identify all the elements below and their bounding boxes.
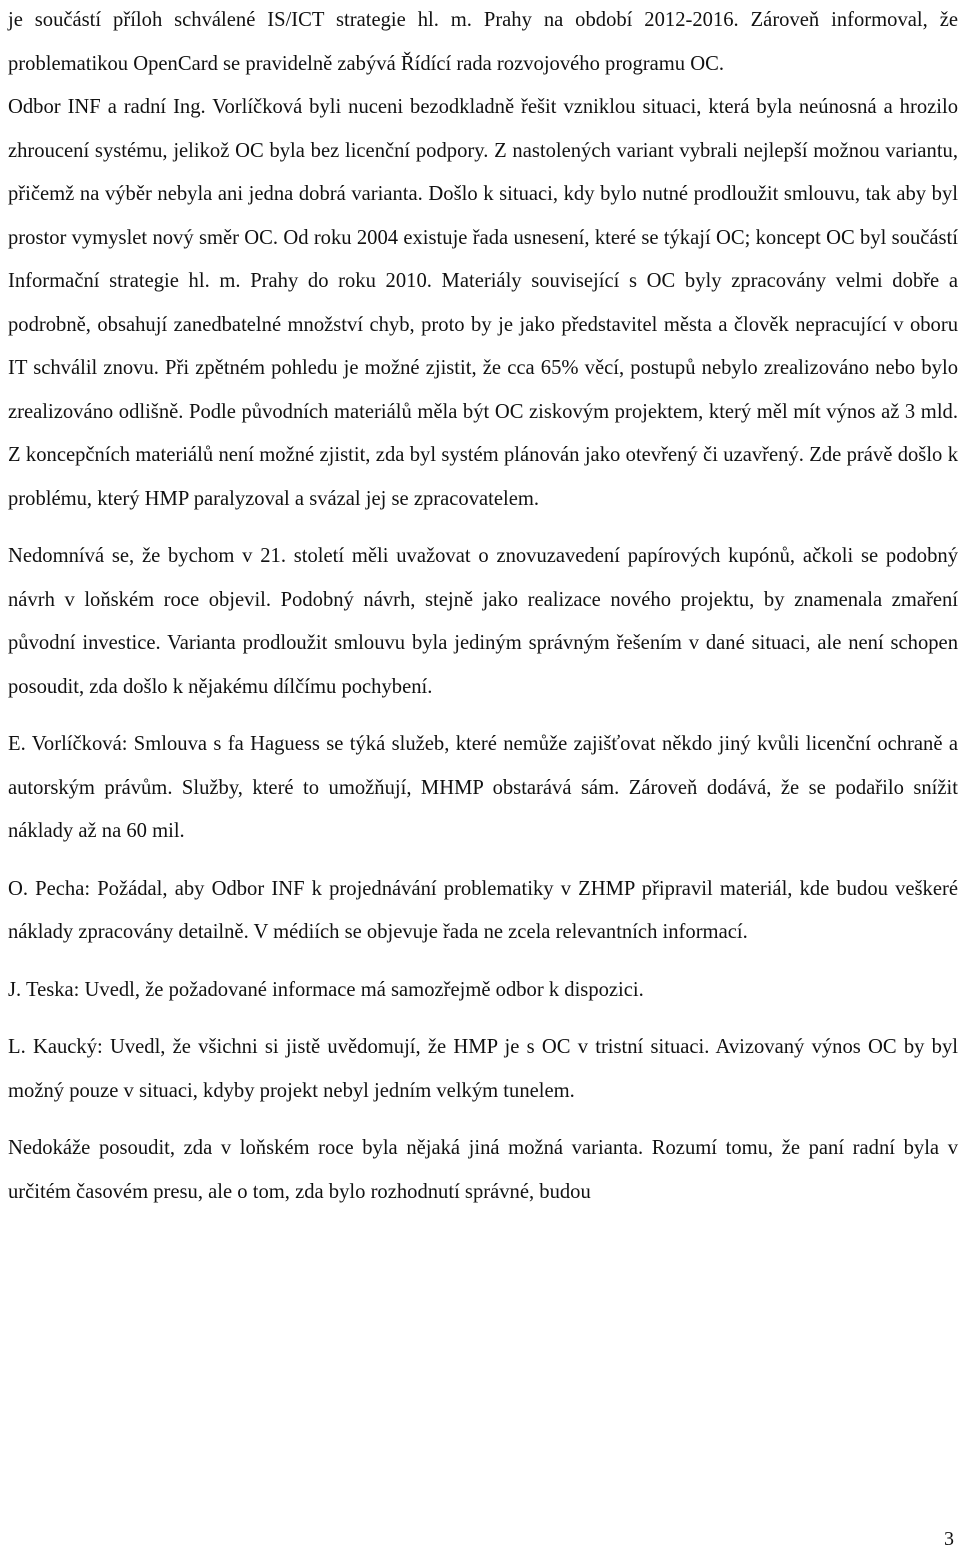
paragraph-gap (8, 1012, 958, 1026)
paragraph-gap (8, 955, 958, 969)
paragraph-6: J. Teska: Uvedl, že požadované informace má samozřejmě odbor k dispozici. (8, 978, 644, 1001)
paragraph-gap (8, 521, 958, 535)
document-page (8, 0, 958, 1214)
paragraph-1: je součástí příloh schválené IS/ICT strategie hl. m. Prahy na období 2012-2016. Zároveň informoval, že problematikou OpenCard se pravidelně zabývá Řídící rada rozvojového programu OC. (8, 9, 958, 75)
paragraph-gap (8, 709, 958, 723)
paragraph-3: Nedomnívá se, že bychom v 21. století měli uvažovat o znovuzavedení papírových kupónů, ačkoli se podobný návrh v loňském roce objevil. Podobný návrh, stejně jako realizace nového projektu, by znamenala zmaření původní investice. Varianta prodloužit smlouvu byla jediným správným řešením v dané situaci, ale není schopen posoudit, zda došlo k nějakému dílčímu pochybení. (8, 545, 958, 698)
paragraph-8: Nedokáže posoudit, zda v loňském roce byla nějaká jiná možná varianta. Rozumí tomu, že paní radní byla v určitém časovém presu, ale o tom, zda bylo rozhodnutí správné, budou (8, 1137, 958, 1203)
paragraph-gap (8, 1113, 958, 1127)
paragraph-gap (8, 854, 958, 868)
page-number: 3 (944, 1528, 954, 1550)
paragraph-5: O. Pecha: Požádal, aby Odbor INF k projednávání problematiky v ZHMP připravil materiál, kde budou veškeré náklady zpracovány detailně. V médiích se objevuje řada ne zcela relevantních informací. (8, 877, 958, 943)
paragraph-2: Odbor INF a radní Ing. Vorlíčková byli nuceni bezodkladně řešit vzniklou situaci, která byla neúnosná a hrozilo zhroucení systému, jelikož OC byla bez licenční podpory. Z nastolených variant vybrali nejlepší možnou variantu, přičemž na výběr nebyla ani jedna dobrá varianta. Došlo k situaci, kdy bylo nutné prodloužit smlouvu, tak aby byl prostor vymyslet nový směr OC. Od roku 2004 existuje řada usnesení, které se týkají OC; koncept OC byl součástí Informační strategie hl. m. Prahy do roku 2010. Materiály související s OC byly zpracovány velmi dobře a podrobně, obsahují zanedbatelné množství chyb, proto by je jako představitel města a člověk nepracující v oboru IT schválil znovu. Při zpětném pohledu je možné zjistit, že cca 65% věcí, postupů nebylo zrealizováno nebo bylo zrealizováno odlišně. Podle původních materiálů měla být OC ziskovým projektem, který měl mít výnos až 3 mld. Z koncepčních materiálů není možné zjistit, zda byl systém plánován jako otevřený či uzavřený. Zde právě došlo k problému, který HMP paralyzoval a svázal jej se zpracovatelem. (8, 96, 958, 510)
paragraph-4: E. Vorlíčková: Smlouva s fa Haguess se týká služeb, které nemůže zajišťovat někdo jiný kvůli licenční ochraně a autorským právům. Služby, které to umožňují, MHMP obstarává sám. Zároveň dodává, že se podařilo snížit náklady až na 60 mil. (8, 733, 958, 842)
paragraph-7: L. Kaucký: Uvedl, že všichni si jistě uvědomují, že HMP je s OC v tristní situaci. Avizovaný výnos OC by byl možný pouze v situaci, kdyby projekt nebyl jedním velkým tunelem. (8, 1036, 958, 1102)
